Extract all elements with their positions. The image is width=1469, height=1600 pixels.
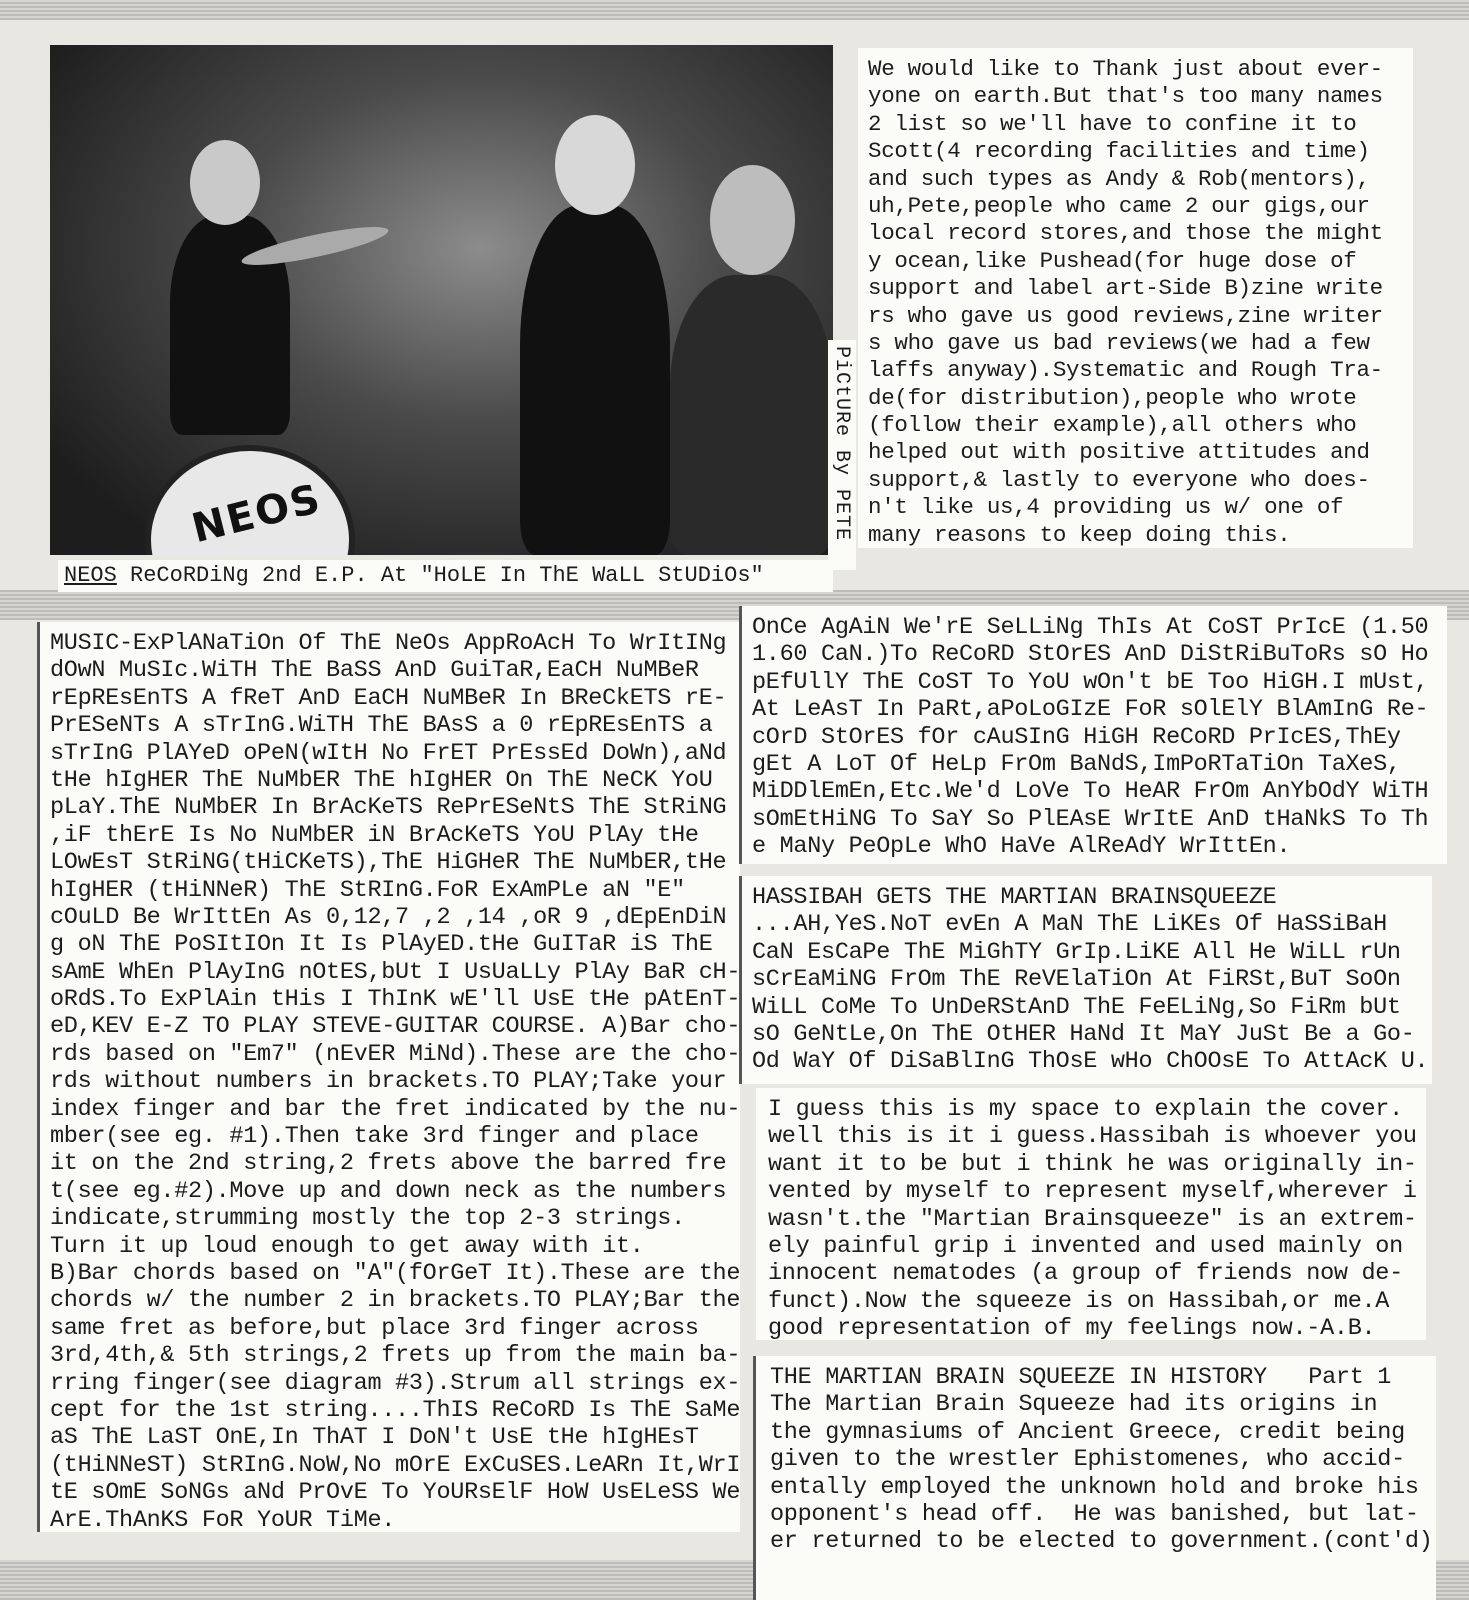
text-line: sTrInG PlAYeD oPeN(wItH No FrET PrEssEd DoWn),aNd <box>50 739 727 767</box>
text-line: s who gave us bad reviews(we had a few <box>868 329 1370 356</box>
text-line: (tHiNNeST) StRInG.NoW,No mOrE ExCuSES.LeARn It,WrI <box>50 1451 740 1479</box>
text-line: oRdS.To ExPlAin tHis I ThInK wE'll UsE tHe pAtEnT- <box>50 986 740 1014</box>
text-line: MiDDlEmEn,Etc.We'd LoVe To HeAR FrOm AnYbOdY WiTH <box>752 778 1429 806</box>
text-line: yone on earth.But that's too many names <box>868 83 1383 110</box>
text-line: HASSIBAH GETS THE MARTIAN BRAINSQUEEZE <box>752 884 1277 911</box>
bass-drum <box>145 445 355 555</box>
text-line: cOrD StOrES fOr cAuSInG HiGH ReCoRD PrIcES,ThEy <box>752 723 1401 751</box>
text-line: g oN ThE PoSItIOn It Is PlAyED.tHe GuITaR iS ThE <box>50 931 713 959</box>
photo-credit-text: PiCtURe By PETE <box>830 346 853 542</box>
text-line: pEfUllY ThE CoST To YoU wOn't bE Too HiGH.I mUst, <box>752 668 1429 696</box>
text-line: ely painful grip i invented and used mainly on <box>768 1232 1403 1260</box>
text-line: dOwN MuSIc.WiTH ThE BaSS AnD GuiTaR,EaCH NuMBeR <box>50 657 699 685</box>
text-line: sO GeNtLe,On ThE OtHER HaNd It MaY JuSt Be a Go- <box>752 1020 1415 1048</box>
drummer-head <box>190 140 260 225</box>
text-line: Scott(4 recording facilities and time) <box>868 138 1370 165</box>
text-line: tE sOmE SoNGs aNd PrOvE To YoURsElF HoW UsELeSS We <box>50 1479 740 1507</box>
text-line: I guess this is my space to explain the cover. <box>768 1096 1403 1123</box>
band-photo <box>50 45 833 555</box>
text-line: innocent nematodes (a group of friends now de- <box>768 1260 1403 1288</box>
text-line: hIgHER (tHiNNeR) ThE StRInG.FoR ExAmPLe aN "E" <box>50 876 685 904</box>
drum-logo: NEOS <box>187 475 327 553</box>
text-line: laffs anyway).Systematic and Rough Tra- <box>868 357 1383 384</box>
text-line: rds without numbers in brackets.TO PLAY;Take your <box>50 1068 727 1096</box>
text-line: rring finger(see diagram #3).Strum all strings ex- <box>50 1369 740 1397</box>
text-line: t(see eg.#2).Move up and down neck as the numbers <box>50 1177 727 1205</box>
text-line: many reasons to keep doing this. <box>868 521 1291 548</box>
text-line: sAmE WhEn PlAyInG nOtES,bUt I UsUaLLy PlAy BaR cH- <box>50 958 740 986</box>
text-line: rs who gave us good reviews,zine writer <box>868 302 1383 329</box>
text-line: CaN EsCaPe ThE MiGhTY GrIp.LiKE All He WiLL rUn <box>752 938 1401 966</box>
selling-panel <box>742 606 1447 864</box>
guitarist-head <box>710 165 795 275</box>
text-line: We would like to Thank just about ever- <box>868 56 1383 82</box>
text-line: want it to be but i think he was originally in- <box>768 1150 1417 1178</box>
text-line: y ocean,like Pushead(for huge dose of <box>868 247 1357 274</box>
text-line: The Martian Brain Squeeze had its origins in <box>770 1391 1378 1419</box>
text-line: sOmEtHiNG To SaY So PlEAsE WrItE AnD tHaNkS To Th <box>752 805 1429 833</box>
text-line: (follow their example),all others who <box>868 412 1357 439</box>
text-line: good representation of my feelings now.-A.B. <box>768 1315 1376 1340</box>
caption-text: ReCoRDiNg 2nd E.P. At "HoLE In ThE WaLL StUDiOs" <box>116 563 764 588</box>
text-line: e MaNy PeOpLe WhO HaVe AlReAdY WrIttEn. <box>752 833 1291 861</box>
text-line: pLaY.ThE NuMbER In BrAcKeTS RePrESeNtS ThE StRiNG <box>50 794 727 822</box>
photo-credit <box>828 340 856 570</box>
text-line: vented by myself to represent myself,wherever i <box>768 1178 1417 1206</box>
text-line: support and label art-Side B)zine write <box>868 275 1383 302</box>
text-line: OnCe AgAiN We'rE SeLLiNg ThIs At CoST PrIcE (1.50 <box>752 614 1429 641</box>
text-line: index finger and bar the fret indicated by the nu- <box>50 1095 740 1123</box>
text-line: gEt A LoT Of HeLp FrOm BaNdS,ImPoRTaTiOn TaXeS, <box>752 750 1401 778</box>
hassibah-panel <box>742 876 1432 1084</box>
singer-head <box>555 115 635 215</box>
text-line: it on the 2nd string,2 frets above the barred fre <box>50 1150 727 1178</box>
text-line: support,& lastly to everyone who does- <box>868 466 1370 493</box>
text-line: the gymnasiums of Ancient Greece, credit being <box>770 1418 1405 1446</box>
text-line: helped out with positive attitudes and <box>868 439 1370 466</box>
text-line: aS ThE LaST OnE,In ThAT I DoN't UsE tHe hIgHEsT <box>50 1424 699 1452</box>
text-line: Od WaY Of DiSaBlInG ThOsE wHo ChOOsE To AttAcK U. <box>752 1048 1429 1076</box>
text-line: given to the wrestler Ephistomenes, who accid- <box>770 1446 1405 1474</box>
text-line: B)Bar chords based on "A"(fOrGeT It).These are the <box>50 1259 740 1287</box>
text-line: indicate,strumming mostly the top 2-3 strings. <box>50 1205 685 1233</box>
text-line: THE MARTIAN BRAIN SQUEEZE IN HISTORY Part 1 <box>770 1364 1392 1391</box>
thanks-panel <box>858 48 1413 548</box>
text-line: cOuLD Be WrIttEn As 0,12,7 ,2 ,14 ,oR 9 ,dEpEnDiN <box>50 903 727 931</box>
text-line: sCrEaMiNG FrOm ThE ReVElaTiOn At FiRSt,BuT SoOn <box>752 966 1401 994</box>
photo-caption <box>58 560 833 592</box>
text-line: cept for the 1st string....ThIS ReCoRD Is ThE SaMe <box>50 1396 740 1424</box>
text-line: PrESeNTs A sTrInG.WiTH ThE BAsS a 0 rEpREsEnTS a <box>50 712 713 740</box>
text-line: ArE.ThAnKS FoR YoUR TiMe. <box>50 1506 396 1532</box>
text-line: uh,Pete,people who came 2 our gigs,our <box>868 192 1370 219</box>
text-line: opponent's head off. He was banished, but lat- <box>770 1500 1419 1528</box>
text-line: mber(see eg. #1).Then take 3rd finger and place <box>50 1123 699 1151</box>
music-explanation-panel <box>40 622 740 1532</box>
text-line: eD,KEV E-Z TO PLAY STEVE-GUITAR COURSE. A)Bar cho- <box>50 1013 740 1041</box>
text-line: Turn it up loud enough to get away with it. <box>50 1232 644 1260</box>
text-line: 2 list so we'll have to confine it to <box>868 110 1357 137</box>
text-line: rds based on "Em7" (nEvER MiNd).These are the cho- <box>50 1040 740 1068</box>
text-line: n't like us,4 providing us w/ one of <box>868 494 1344 521</box>
history-panel <box>756 1356 1436 1600</box>
text-line: entally employed the unknown hold and broke his <box>770 1473 1419 1501</box>
singer-figure <box>520 205 670 555</box>
text-line: wasn't.the "Martian Brainsqueeze" is an extrem- <box>768 1205 1417 1233</box>
guitarist-figure <box>670 275 833 555</box>
text-line: 3rd,4th,& 5th strings,2 frets up from the main ba- <box>50 1342 740 1370</box>
text-line: funct).Now the squeeze is on Hassibah,or me.A <box>768 1287 1390 1315</box>
text-line: LOwEsT StRiNG(tHiCKeTS),ThE HiGHeR ThE NuMbER,tHe <box>50 849 727 877</box>
text-line: same fret as before,but place 3rd finger across <box>50 1314 699 1342</box>
text-line: ...AH,YeS.NoT evEn A MaN ThE LiKEs Of HaSSiBaH <box>752 911 1387 939</box>
text-line: er returned to be elected to government.(cont'd) <box>770 1528 1433 1556</box>
scan-background-top <box>0 0 1469 20</box>
text-line: MUSIC-ExPlANaTiOn Of ThE NeOs AppRoAcH To WrItINg <box>50 630 727 657</box>
text-line: rEpREsEnTS A fReT AnD EaCH NuMBeR In BReCkETS rE- <box>50 684 727 712</box>
text-line: local record stores,and those the might <box>868 220 1383 247</box>
text-line: well this is it i guess.Hassibah is whoever you <box>768 1123 1417 1151</box>
text-line: WiLL CoMe To UnDeRStAnD ThE FeELiNg,So FiRm bUt <box>752 993 1401 1021</box>
cover-explanation-panel <box>756 1088 1426 1340</box>
caption-band-name: NEOS <box>64 563 117 588</box>
text-line: tHe hIgHER ThE NuMbER ThE hIgHER On ThE NeCK YoU <box>50 766 713 794</box>
text-line: de(for distribution),people who wrote <box>868 384 1357 411</box>
text-line: and such types as Andy & Rob(mentors), <box>868 165 1370 192</box>
text-line: chords w/ the number 2 in brackets.TO PLAY;Bar the <box>50 1287 740 1315</box>
text-line: ,iF thErE Is No NuMbER iN BrAcKeTS YoU PlAy tHe <box>50 821 699 849</box>
text-line: 1.60 CaN.)To ReCoRD StOrES AnD DiStRiBuToRs sO Ho <box>752 641 1429 669</box>
text-line: At LeAsT In PaRt,aPoLoGIzE FoR sOlElY BlAmInG Re- <box>752 696 1429 724</box>
